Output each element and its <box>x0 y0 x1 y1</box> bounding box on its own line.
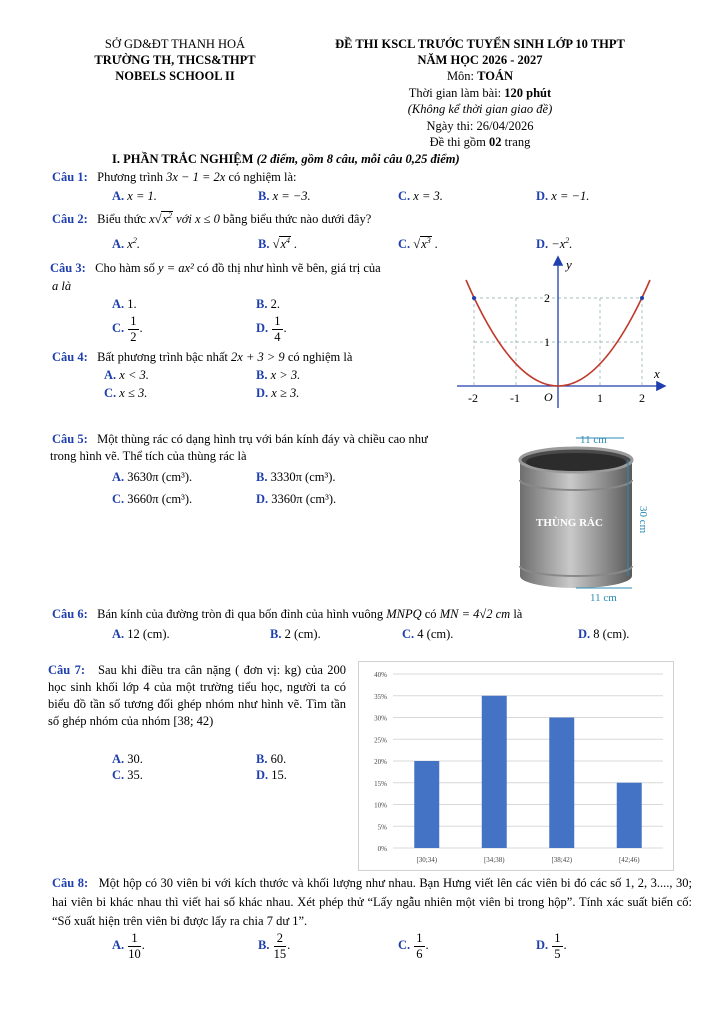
time-label: Thời gian làm bài: <box>408 86 505 100</box>
q6-option-b[interactable] <box>270 627 321 642</box>
q1-option-d[interactable] <box>536 189 589 204</box>
q2-label: Câu 2: <box>52 212 88 227</box>
exam-title: ĐỀ THI KSCL TRƯỚC TUYỂN SINH LỚP 10 THPT <box>335 37 625 51</box>
option-text: x ≤ 3. <box>119 386 148 400</box>
option-letter: A. <box>112 237 125 252</box>
q2-stem <box>52 211 371 227</box>
y-tick-label: 15% <box>374 779 387 788</box>
option-letter: D. <box>256 320 269 335</box>
q1-option-a[interactable] <box>112 189 157 204</box>
tick-y: 2 <box>544 291 550 305</box>
tick-x: -1 <box>510 391 520 405</box>
trash-bin-figure <box>510 430 650 606</box>
q1-stem <box>52 170 297 185</box>
option-letter: D. <box>536 937 549 952</box>
q1-text: Phương trình <box>97 170 167 184</box>
q3-text: Cho hàm số <box>95 261 159 275</box>
q8-option-a[interactable]: A. $\frac{1}{10}$ . <box>112 931 145 961</box>
option-text: x ≥ 3. <box>271 386 300 400</box>
option-text: 3360π (cm³). <box>271 492 337 506</box>
option-text: $-x^2$. <box>551 236 573 252</box>
option-letter: B. <box>256 752 268 766</box>
bar <box>482 696 507 848</box>
q2-option-d[interactable] <box>536 236 572 252</box>
q2-option-a[interactable] <box>112 236 140 252</box>
y-tick-label: 25% <box>374 736 387 745</box>
option-letter: A. <box>112 470 125 484</box>
bin-opening <box>526 453 626 471</box>
option-letter: D. <box>536 189 549 203</box>
option-text: 2 (cm). <box>284 627 321 641</box>
q6-label: Câu 6: <box>52 607 88 621</box>
option-letter: D. <box>256 768 269 782</box>
q3-option-d[interactable]: D. $\frac{1}{4}$ . <box>256 314 287 344</box>
q8-option-b[interactable]: B. $\frac{2}{15}$ . <box>258 931 291 961</box>
q1-expr: 3x − 1 = 2x <box>166 170 226 184</box>
q3-label: Câu 3: <box>50 261 86 275</box>
tick-x: 2 <box>639 391 645 405</box>
option-text: x = 3. <box>413 189 443 203</box>
section-title <box>112 152 460 167</box>
x-tick-label: [34;38) <box>483 856 505 864</box>
option-letter: C. <box>112 320 125 335</box>
option-letter: B. <box>258 189 270 203</box>
option-letter: A. <box>112 937 125 952</box>
q3-option-a[interactable] <box>112 297 137 312</box>
q5-label: Câu 5: <box>52 432 88 446</box>
bottom-radius-label: 11 cm <box>590 592 617 604</box>
q1-option-c[interactable] <box>398 189 443 204</box>
fraction: $\frac{1}{5}$ <box>554 931 561 961</box>
q6-option-a[interactable] <box>112 627 170 642</box>
q8-option-c[interactable]: C. $\frac{1}{6}$ . <box>398 931 429 961</box>
q7-stem <box>48 662 346 730</box>
q6-expr: MNPQ <box>386 607 422 621</box>
option-letter: C. <box>398 937 411 952</box>
exam-subject <box>300 69 660 84</box>
q5-stem <box>52 432 428 447</box>
option-letter: B. <box>256 470 268 484</box>
exam-year: NĂM HỌC 2026 - 2027 <box>417 53 543 67</box>
option-letter: C. <box>402 627 415 641</box>
origin-label: O <box>544 390 553 404</box>
option-text: x > 3. <box>270 368 301 382</box>
q7-option-a[interactable] <box>112 752 143 767</box>
fraction: $\frac{2}{15}$ <box>273 931 287 961</box>
section-subtitle: (2 điểm, gồm 8 câu, mỗi câu 0,25 điểm) <box>256 152 460 166</box>
q6-text: Bán kính của đường tròn đi qua bốn đỉnh của hình vuông <box>97 607 387 621</box>
option-letter: A. <box>112 752 125 766</box>
q4-option-b[interactable] <box>256 368 300 383</box>
q8-stem <box>52 874 692 931</box>
q7-option-b[interactable] <box>256 752 286 767</box>
pages-suffix: trang <box>501 135 531 149</box>
option-text: 12 (cm). <box>127 627 170 641</box>
option-text: 3660π (cm³). <box>127 492 193 506</box>
point-left <box>472 296 476 300</box>
q4-expr: 2x + 3 > 9 <box>231 350 285 364</box>
option-letter: A. <box>112 627 125 641</box>
option-letter: C. <box>104 386 117 400</box>
x-tick-label: [30;34) <box>416 856 438 864</box>
header-dept: SỞ GD&ĐT THANH HOÁ <box>104 37 246 51</box>
q6-expr2: MN = 4√2 cm <box>439 607 511 621</box>
q8-text: Một hộp có 30 viên bi với kích thước và khối lượng như nhau. Bạn Hưng viết lên các viên bi đó các số 1, 2, 3...., 30; hai viên bi khác nhau thì viết hai số khác nhau. Xét phép thử “Lấy ngẫu nhiên một viên bi trong hộp”. Tính xác suất biến cố: “Số xuất hiện trên viên bi được lấy ra chia 7 dư 1”. <box>52 876 692 928</box>
y-tick-label: 5% <box>377 823 387 832</box>
q2-expr: $x√x^2$ <box>149 211 173 227</box>
q4-option-a[interactable] <box>104 368 149 383</box>
pages-prefix: Đề thi gồm <box>429 135 490 149</box>
q4-tail: có nghiệm là <box>284 350 353 364</box>
q4-option-d[interactable] <box>256 386 299 401</box>
x-tick-label: [42;46) <box>618 856 640 864</box>
option-letter: C. <box>398 189 411 203</box>
q1-option-b[interactable] <box>258 189 311 204</box>
option-text: x = 1. <box>127 189 157 203</box>
option-text: 4 (cm). <box>417 627 454 641</box>
q7-option-c[interactable] <box>112 768 143 783</box>
option-letter: A. <box>104 368 117 382</box>
q6-option-c[interactable] <box>402 627 453 642</box>
y-tick-label: 35% <box>374 692 387 701</box>
time-value: 120 phút <box>504 86 552 100</box>
q8-option-d[interactable]: D. $\frac{1}{5}$ . <box>536 931 567 961</box>
q4-stem <box>52 350 352 365</box>
y-tick-label: 20% <box>374 758 387 766</box>
option-text: 30. <box>127 752 143 766</box>
pages-count: 02 <box>489 135 502 149</box>
q4-label: Câu 4: <box>52 350 88 364</box>
option-text: 60. <box>270 752 287 766</box>
q2-option-b[interactable] <box>258 236 297 252</box>
option-text: $√x^3$ . <box>413 236 438 252</box>
tick-x: -2 <box>468 391 478 405</box>
q3-option-c[interactable]: C. $\frac{1}{2}$ . <box>112 314 143 344</box>
option-text: x < 3. <box>119 368 149 382</box>
q8-label: Câu 8: <box>52 876 89 890</box>
fraction: $\frac{1}{10}$ <box>128 931 141 961</box>
q4-text: Bất phương trình bậc nhất <box>97 350 232 364</box>
tick-x: 1 <box>597 391 603 405</box>
option-letter: B. <box>256 297 268 311</box>
bar <box>549 718 574 849</box>
option-text: 8 (cm). <box>593 627 630 641</box>
fraction: $\frac{1}{6}$ <box>416 931 423 961</box>
parabola-graph <box>452 252 670 412</box>
bar-chart <box>358 661 674 871</box>
q4-option-c[interactable] <box>104 386 147 401</box>
q2-cond: với x ≤ 0 <box>173 212 224 227</box>
bar <box>414 761 439 848</box>
q3-expr: y = ax² <box>158 261 194 275</box>
option-letter: B. <box>256 368 268 382</box>
option-text: $√x^4$ . <box>272 236 298 252</box>
point-right <box>640 296 644 300</box>
fraction: $\frac{1}{4}$ <box>274 314 281 344</box>
q5-option-a[interactable] <box>112 470 192 485</box>
option-text: x = −1. <box>551 189 590 203</box>
q5-line2: trong hình vẽ. Thể tích của thùng rác là <box>50 449 247 463</box>
y-tick-label: 30% <box>374 714 387 723</box>
option-letter: D. <box>578 627 591 641</box>
option-text: 1. <box>127 297 137 311</box>
option-letter: A. <box>112 297 125 311</box>
height-label: 30 cm <box>637 506 649 534</box>
header-school: TRƯỜNG TH, THCS&THPT <box>94 53 256 67</box>
bar <box>617 783 642 848</box>
q5-option-c[interactable] <box>112 492 192 507</box>
subject-value: TOÁN <box>477 69 514 83</box>
option-letter: D. <box>536 237 549 252</box>
option-letter: D. <box>256 492 269 506</box>
q3-tail: có đồ thị như hình vẽ bên, giá trị của <box>193 261 381 275</box>
q2-text: Biểu thức <box>97 212 150 227</box>
exam-date: Ngày thi: 26/04/2026 <box>426 119 534 133</box>
y-tick-label: 0% <box>377 845 387 853</box>
option-letter: D. <box>256 386 269 400</box>
q3-line2: a là <box>52 279 72 293</box>
x-label: x <box>654 366 660 381</box>
q3-stem <box>50 261 381 276</box>
q7-option-d[interactable] <box>256 768 287 783</box>
q6-option-d[interactable] <box>578 627 629 642</box>
q2-option-c[interactable] <box>398 236 438 252</box>
option-text: $x^2$. <box>127 236 140 252</box>
q5-option-b[interactable] <box>256 470 336 485</box>
header-school-name: NOBELS SCHOOL II <box>115 69 235 83</box>
option-text: 15. <box>271 768 287 782</box>
section-title-text: I. PHẦN TRẮC NGHIỆM <box>112 152 257 166</box>
option-text: 3630π (cm³). <box>127 470 193 484</box>
x-tick-label: [38;42) <box>551 856 573 864</box>
q6-stem <box>52 607 522 622</box>
q2-tail: bằng biểu thức nào dưới đây? <box>223 212 372 227</box>
option-text: 2. <box>270 297 280 311</box>
q1-tail: có nghiệm là: <box>225 170 297 184</box>
q5-option-d[interactable] <box>256 492 336 507</box>
q1-label: Câu 1: <box>52 170 88 184</box>
q7-label: Câu 7: <box>48 663 85 677</box>
q3-option-b[interactable] <box>256 297 280 312</box>
y-tick-label: 10% <box>374 801 387 810</box>
option-letter: C. <box>112 768 125 782</box>
option-letter: C. <box>398 237 411 252</box>
y-tick-label: 40% <box>374 671 387 679</box>
q7-text: Sau khi điều tra cân nặng ( đơn vị: kg) của 200 học sinh khối lớp 4 của một trường tiểu học, người ta có biểu đồ tần số tương đối ghép nhóm như hình vẽ. Tìm tần số ghép nhóm của nhóm [38; 42) <box>48 663 346 728</box>
option-letter: B. <box>258 237 270 252</box>
option-letter: A. <box>112 189 125 203</box>
top-radius-label: 11 cm <box>580 434 607 446</box>
subject-label: Môn: <box>446 69 478 83</box>
option-letter: B. <box>258 937 270 952</box>
exam-pages <box>300 135 660 150</box>
exam-note: (Không kể thời gian giao đề) <box>407 102 553 116</box>
option-letter: B. <box>270 627 282 641</box>
tick-y: 1 <box>544 335 550 349</box>
q6-tail: là <box>510 607 523 621</box>
option-text: 3330π (cm³). <box>270 470 336 484</box>
option-letter: C. <box>112 492 125 506</box>
bin-label: THÙNG RÁC <box>536 517 603 529</box>
q5-text: Một thùng rác có dạng hình trụ với bán kính đáy và chiều cao như <box>97 432 428 446</box>
q6-mid: có <box>421 607 440 621</box>
y-label: y <box>566 257 572 272</box>
fraction: $\frac{1}{2}$ <box>130 314 137 344</box>
option-text: 35. <box>127 768 143 782</box>
exam-time <box>300 86 660 101</box>
option-text: x = −3. <box>272 189 311 203</box>
